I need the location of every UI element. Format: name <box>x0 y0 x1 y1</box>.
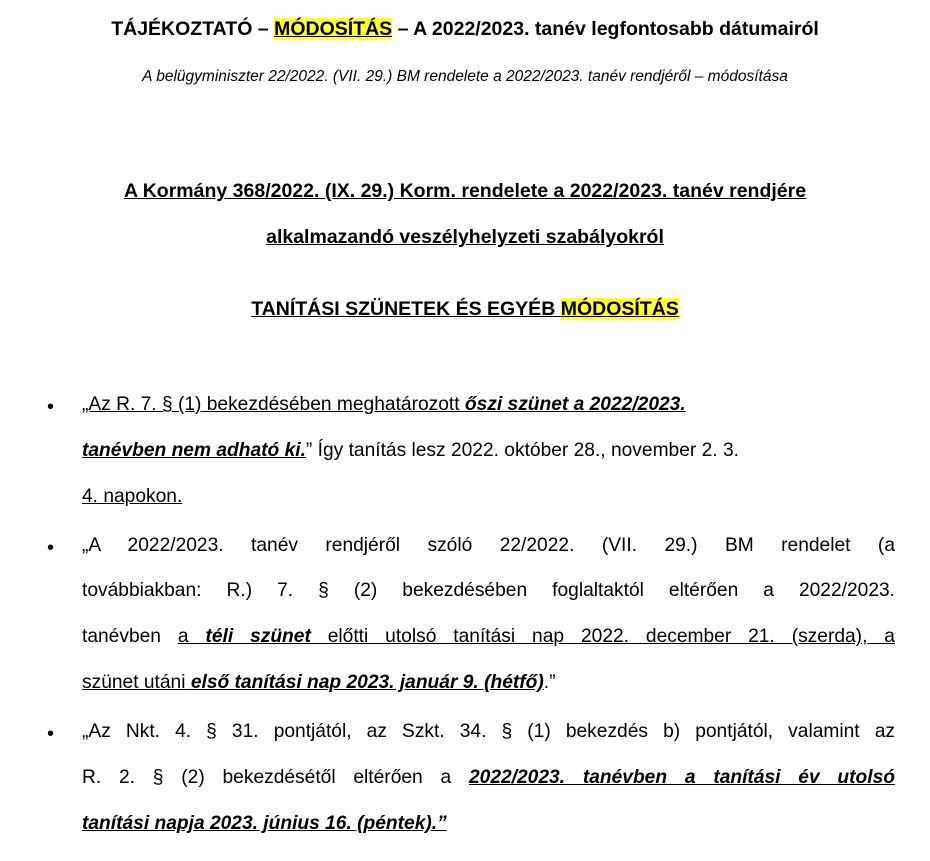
bullet-1-marker: • <box>47 396 55 418</box>
b2-underlined: szünet utáni <box>82 672 191 693</box>
bullet-2-line-4 <box>82 672 555 694</box>
b1-text: ” Így tanítás lesz 2022. október 28., november 2. 3. <box>305 440 739 461</box>
title-suffix: – A 2022/2023. tanév legfontosabb dátumairól <box>392 18 819 40</box>
b1-text: „Az R. 7. § (1) bekezdésében meghatározott <box>82 394 465 415</box>
section-title <box>0 298 930 321</box>
b2-emphasis: téli szünet <box>205 626 311 647</box>
b1-emphasis: őszi szünet a 2022/2023. <box>464 394 686 415</box>
section-title-highlight: MÓDOSÍTÁS <box>560 298 679 320</box>
bullet-1-line-2 <box>82 440 739 462</box>
b2-text: tanévben <box>82 626 178 647</box>
b2-text: .” <box>543 672 556 693</box>
title-prefix: TÁJÉKOZTATÓ – <box>111 18 275 40</box>
section-title-prefix: TANÍTÁSI SZÜNETEK ÉS EGYÉB <box>251 298 561 320</box>
bullet-1-line-3: 4. napokon. <box>82 486 183 507</box>
bullet-2-line-1: „A 2022/2023. tanév rendjéről szóló 22/2022. (VII. 29.) BM rendelet (a <box>82 535 895 556</box>
bullet-3-line-1: „Az Nkt. 4. § 31. pontjától, az Szkt. 34. § (1) bekezdés b) pontjától, valamint az <box>82 721 895 742</box>
bullet-2-marker: • <box>47 537 55 559</box>
bullet-3-line-2 <box>82 767 895 789</box>
b2-underlined: előtti utolsó tanítási nap 2022. december 21. (szerda), a <box>310 626 895 647</box>
document-title <box>0 18 930 41</box>
b1-emphasis: tanévben nem adható ki. <box>82 440 306 461</box>
bullet-2-line-3 <box>82 626 895 648</box>
b3-emphasis: 2022/2023. tanévben a tanítási év utolsó <box>468 767 895 788</box>
decree-title-line-1: A Kormány 368/2022. (IX. 29.) Korm. rendelete a 2022/2023. tanév rendjére <box>123 180 807 202</box>
bullet-2-line-2: továbbiakban: R.) 7. § (2) bekezdésében foglaltaktól eltérően a 2022/2023. <box>82 580 895 601</box>
b2-emphasis: első tanítási nap 2023. január 9. (hétfő) <box>190 672 544 693</box>
b3-text: R. 2. § (2) bekezdésétől eltérően a <box>82 767 469 788</box>
document-subtitle: A belügyminiszter 22/2022. (VII. 29.) BM rendelete a 2022/2023. tanév rendjéről – módosítása <box>142 68 788 85</box>
bullet-1-line-1 <box>82 394 686 416</box>
decree-title-line-2: alkalmazandó veszélyhelyzeti szabályokról <box>266 226 664 248</box>
bullet-3-line-3: tanítási napja 2023. június 16. (péntek).” <box>82 813 447 834</box>
title-highlight: MÓDOSÍTÁS <box>274 18 393 40</box>
b2-underlined: a <box>177 626 206 647</box>
bullet-3-marker: • <box>47 723 55 745</box>
